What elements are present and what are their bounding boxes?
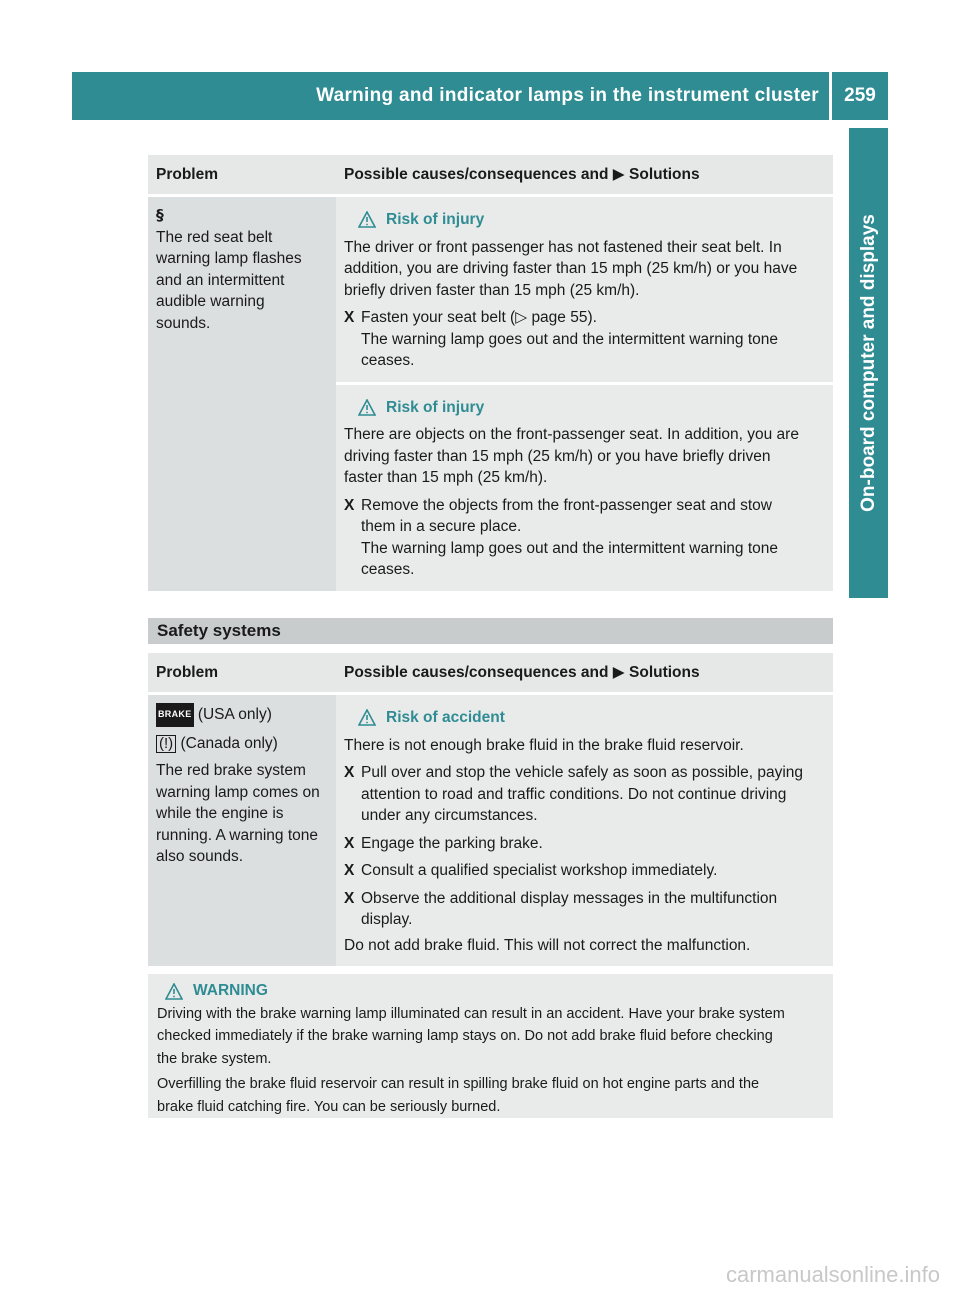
usa-lamp-line (156, 703, 328, 727)
canada-label: (Canada only) (180, 734, 278, 752)
step-text: display. (361, 911, 413, 928)
step-marker-icon: X (344, 889, 355, 907)
problem-text: The red brake system (156, 762, 306, 779)
problem-text: running. A warning tone (156, 826, 319, 844)
solution-text: There is not enough brake fluid in the brake fluid reservoir. (344, 736, 744, 754)
warning-heading (165, 980, 825, 1003)
table-header-row (148, 653, 833, 694)
brake-circle-icon: (!) (156, 735, 176, 753)
step-text: Fasten your seat belt (▷ page 55). (361, 309, 597, 326)
header-title: Warning and indicator lamps in the instrument cluster (316, 85, 819, 106)
problem-cell (148, 196, 336, 591)
step-text: Consult a qualified specialist workshop immediately. (361, 862, 718, 879)
warning-text: checked immediately if the brake warning lamp stays on. Do not add brake fluid before checking (157, 1028, 773, 1044)
problem-text: audible warning (156, 293, 265, 310)
step-text: Pull over and stop the vehicle safely as soon as possible, paying (361, 764, 804, 781)
warning-triangle-icon (358, 709, 376, 726)
solution-text: faster than 15 mph (25 km/h). (344, 469, 548, 486)
problem-text: and an intermittent (156, 271, 285, 289)
problem-text: warning lamp flashes (156, 250, 302, 267)
watermark: carmanualsonline.info (725, 1262, 940, 1287)
risk-heading (358, 397, 825, 419)
page-number: 259 (844, 85, 876, 106)
problem-cell (148, 694, 336, 967)
step-text: ceases. (361, 561, 415, 578)
warning-text: Overfilling the brake fluid reservoir can result in spilling brake fluid on hot engine parts and the (157, 1076, 760, 1092)
warning-triangle-icon (165, 983, 183, 1000)
risk-label: Risk of accident (386, 709, 505, 726)
warning-triangle-icon (358, 399, 376, 416)
step-marker-icon: X (344, 862, 355, 879)
step-marker-icon: X (344, 496, 355, 514)
step-text: The warning lamp goes out and the intermittent warning tone (361, 330, 779, 348)
risk-heading (358, 707, 825, 729)
step-text: ceases. (361, 352, 415, 369)
problem-text: warning lamp comes on (156, 783, 320, 801)
side-tab-marker (849, 538, 888, 584)
side-tab-label: On-board computer and displays (857, 214, 879, 512)
problem-text: The red seat belt (156, 228, 273, 246)
risk-label: Risk of injury (386, 398, 485, 416)
step-text: The warning lamp goes out and the intermittent warning tone (361, 539, 779, 557)
solution-cell (336, 694, 833, 967)
solution-step (344, 860, 825, 882)
step-marker-icon: X (344, 834, 355, 852)
solution-note: Do not add brake fluid. This will not correct the malfunction. (344, 936, 751, 954)
step-marker-icon: X (344, 309, 355, 326)
solution-text: driving faster than 15 mph (25 km/h) or you have briefly driven (344, 447, 771, 465)
side-tab-label-wrap (849, 128, 888, 598)
risk-heading (358, 209, 825, 231)
warning-text: the brake system. (157, 1050, 272, 1067)
solution-step (344, 833, 825, 855)
seat-belt-icon: § (156, 206, 164, 224)
step-text: under any circumstances. (361, 807, 538, 824)
table-row (148, 694, 833, 967)
column-header-problem: Problem (148, 155, 336, 196)
step-text: Remove the objects from the front-passenger seat and stow (361, 496, 772, 514)
canada-lamp-line (156, 733, 328, 755)
solution-text: addition, you are driving faster than 15 mph (25 km/h) or you have (344, 260, 798, 277)
solution-cell (336, 196, 833, 384)
step-text: Observe the additional display messages in the multifunction (361, 889, 778, 907)
usa-label: (USA only) (197, 706, 272, 723)
column-header-problem: Problem (148, 653, 336, 694)
solution-text: The driver or front passenger has not fastened their seat belt. In (344, 238, 782, 256)
table-header-row (148, 155, 833, 196)
problem-text: sounds. (156, 314, 211, 332)
step-text: attention to road and traffic conditions. Do not continue driving (361, 785, 787, 803)
step-text: them in a secure place. (361, 518, 522, 535)
solution-step (344, 495, 825, 581)
warning-triangle-icon (358, 211, 376, 228)
risk-label: Risk of injury (386, 211, 485, 228)
solution-text: briefly driven faster than 15 mph (25 km/h). (344, 281, 640, 299)
column-header-solutions: Possible causes/consequences and ▶ Solutions (336, 155, 833, 196)
warning-text: brake fluid catching fire. You can be seriously burned. (157, 1098, 501, 1115)
solution-step (344, 762, 825, 827)
table-row (148, 196, 833, 384)
warning-title: WARNING (193, 982, 268, 999)
step-text: Engage the parking brake. (361, 834, 543, 852)
solution-text: There are objects on the front-passenger seat. In addition, you are (344, 426, 799, 443)
section-title: Safety systems (148, 618, 833, 644)
seat-belt-table (148, 155, 833, 591)
warning-text: Driving with the brake warning lamp illuminated can result in an accident. Have your brake system (157, 1005, 785, 1022)
safety-systems-table (148, 653, 833, 966)
column-header-solutions: Possible causes/consequences and ▶ Solutions (336, 653, 833, 694)
solution-step (344, 888, 825, 931)
step-marker-icon: X (344, 764, 355, 781)
warning-box (148, 974, 833, 1118)
problem-text: also sounds. (156, 848, 244, 865)
solution-cell (336, 383, 833, 591)
problem-text: while the engine is (156, 805, 284, 822)
page-header (72, 72, 888, 120)
brake-warning-icon: BRAKE (156, 703, 194, 727)
solution-step (344, 307, 825, 372)
